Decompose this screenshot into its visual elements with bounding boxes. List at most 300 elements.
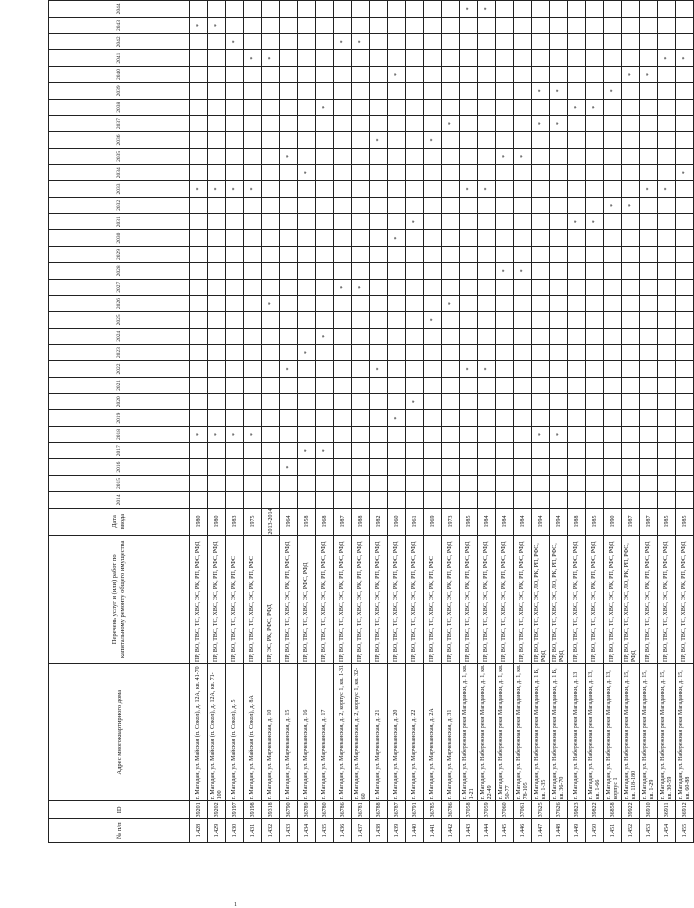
year-cell [424, 410, 442, 426]
row-works: ПР, ВО, ТВС, ТС, ХВС, ЭС, РК, РП, РФС, РФД [514, 535, 532, 664]
year-cell [532, 230, 550, 246]
year-mark: * [424, 312, 442, 328]
year-cell [442, 279, 460, 295]
year-cell [622, 115, 640, 131]
year-cell [442, 148, 460, 164]
year-cell [388, 165, 406, 181]
year-mark: * [532, 426, 550, 442]
year-cell [604, 165, 622, 181]
year-cell [244, 295, 262, 311]
year-mark: * [442, 115, 460, 131]
year-cell [280, 492, 298, 508]
year-cell [406, 66, 424, 82]
year-cell [532, 459, 550, 475]
year-cell [640, 115, 658, 131]
year-cell [226, 410, 244, 426]
year-cell [676, 246, 694, 262]
header-address: Адрес многоквартирного дома [49, 664, 190, 801]
year-cell [478, 148, 496, 164]
year-cell [496, 66, 514, 82]
header-year: 2014 [49, 492, 190, 508]
year-cell [298, 475, 316, 491]
year-cell [190, 1, 208, 18]
row-address: г. Магадан, ул. Марчеканская, д. 21 [370, 664, 388, 801]
year-cell [442, 344, 460, 360]
year-cell [514, 214, 532, 230]
header-year: 2044 [49, 1, 190, 18]
year-cell [676, 34, 694, 50]
header-year: 2019 [49, 410, 190, 426]
row-date: 1994 [550, 508, 568, 535]
year-cell [208, 295, 226, 311]
year-cell [586, 394, 604, 410]
year-cell [334, 328, 352, 344]
year-cell [460, 492, 478, 508]
year-cell [190, 459, 208, 475]
year-cell [352, 197, 370, 213]
year-cell [550, 181, 568, 197]
year-cell [478, 279, 496, 295]
year-cell [640, 361, 658, 377]
year-cell [478, 377, 496, 393]
year-cell [568, 328, 586, 344]
year-cell [262, 246, 280, 262]
year-cell [460, 263, 478, 279]
row-works: ПР, ВО, ТВС, ТС, ХВС, ЭС, РК, РП, РФС [424, 535, 442, 664]
year-cell [514, 394, 532, 410]
year-cell [226, 475, 244, 491]
year-cell [280, 50, 298, 66]
year-cell [568, 165, 586, 181]
year-cell [298, 214, 316, 230]
year-cell [460, 230, 478, 246]
row-num: 1.453 [640, 819, 658, 843]
year-mark: * [496, 148, 514, 164]
year-cell [658, 230, 676, 246]
year-cell [370, 443, 388, 459]
year-cell [388, 344, 406, 360]
year-cell [262, 197, 280, 213]
year-cell [658, 295, 676, 311]
year-mark: * [568, 214, 586, 230]
year-cell [586, 410, 604, 426]
year-cell [352, 1, 370, 18]
year-cell [280, 214, 298, 230]
year-cell [244, 115, 262, 131]
year-cell [442, 99, 460, 115]
year-cell [568, 312, 586, 328]
year-cell [460, 279, 478, 295]
header-works: Перечень услуг и (или) работ по капитальному ремонту общего имущества [49, 535, 190, 664]
row-date: 1984 [496, 508, 514, 535]
year-cell [640, 17, 658, 33]
year-cell [352, 295, 370, 311]
year-cell [568, 475, 586, 491]
year-cell [316, 230, 334, 246]
year-cell [406, 279, 424, 295]
year-mark: * [460, 181, 478, 197]
year-cell [280, 197, 298, 213]
year-mark: * [586, 214, 604, 230]
year-cell [208, 50, 226, 66]
year-mark: * [280, 361, 298, 377]
year-cell [280, 410, 298, 426]
year-cell [388, 443, 406, 459]
year-cell [424, 197, 442, 213]
year-mark: * [550, 83, 568, 99]
year-cell [442, 443, 460, 459]
year-cell [568, 246, 586, 262]
year-cell [550, 17, 568, 33]
year-cell [388, 246, 406, 262]
header-year: 2025 [49, 312, 190, 328]
row-id: 36791 [406, 801, 424, 819]
year-cell [280, 181, 298, 197]
year-mark: * [388, 230, 406, 246]
year-cell [568, 492, 586, 508]
year-cell [532, 34, 550, 50]
year-cell [514, 83, 532, 99]
year-cell [568, 361, 586, 377]
year-cell [298, 377, 316, 393]
year-cell [370, 230, 388, 246]
year-cell [370, 165, 388, 181]
year-cell [478, 492, 496, 508]
year-cell [604, 443, 622, 459]
year-cell [532, 328, 550, 344]
year-mark: * [298, 344, 316, 360]
year-cell [640, 443, 658, 459]
year-cell [658, 426, 676, 442]
year-cell [334, 230, 352, 246]
year-cell [406, 50, 424, 66]
year-cell [208, 328, 226, 344]
year-cell [532, 1, 550, 18]
year-cell [622, 263, 640, 279]
header-year: 2030 [49, 230, 190, 246]
year-cell [550, 361, 568, 377]
row-works: ПР, ВО, ТВС, ТС, ХВС, ЭС, РК, РП, РФС, РФД [478, 535, 496, 664]
year-cell [352, 443, 370, 459]
year-cell [190, 230, 208, 246]
year-cell [622, 165, 640, 181]
year-cell [658, 214, 676, 230]
year-cell [550, 279, 568, 295]
year-cell [676, 83, 694, 99]
year-cell [352, 66, 370, 82]
year-cell [406, 165, 424, 181]
year-cell [514, 50, 532, 66]
year-cell [568, 443, 586, 459]
year-cell [406, 181, 424, 197]
year-cell [568, 50, 586, 66]
year-cell [604, 410, 622, 426]
year-cell [334, 1, 352, 18]
year-cell [208, 34, 226, 50]
year-cell [334, 377, 352, 393]
year-cell [658, 1, 676, 18]
year-cell [208, 165, 226, 181]
year-cell [460, 295, 478, 311]
year-cell [352, 83, 370, 99]
year-cell [208, 230, 226, 246]
table-row [406, 1, 424, 843]
table-row [208, 1, 226, 843]
year-cell [370, 394, 388, 410]
year-cell [586, 50, 604, 66]
year-cell [334, 443, 352, 459]
year-cell [658, 328, 676, 344]
year-cell [496, 443, 514, 459]
year-cell [316, 459, 334, 475]
year-cell [424, 328, 442, 344]
year-cell [226, 312, 244, 328]
year-cell [424, 99, 442, 115]
year-cell [316, 181, 334, 197]
year-cell [496, 344, 514, 360]
year-cell [190, 99, 208, 115]
year-cell [532, 344, 550, 360]
row-works: ПР, ВО, ТВС, ТС, ХВС, ЭС, ЛО, РК, РП, РФС, РФД [622, 535, 640, 664]
year-cell [280, 17, 298, 33]
row-address: г. Магадан, ул. Марчеканская, д. 17 [316, 664, 334, 801]
year-cell [352, 312, 370, 328]
year-cell [478, 165, 496, 181]
year-mark: * [406, 394, 424, 410]
year-cell [478, 394, 496, 410]
row-works: ПР, ВО, ТВС, ТС, ХВС, ЭС, РК, РП, РФС, РФД [406, 535, 424, 664]
year-mark: * [640, 181, 658, 197]
year-cell [352, 132, 370, 148]
year-cell [640, 279, 658, 295]
year-cell [298, 197, 316, 213]
year-cell [316, 475, 334, 491]
year-cell [532, 361, 550, 377]
header-year: 2027 [49, 279, 190, 295]
year-mark: * [208, 181, 226, 197]
header-year: 2021 [49, 377, 190, 393]
year-cell [604, 328, 622, 344]
year-cell [406, 132, 424, 148]
year-cell [640, 426, 658, 442]
year-cell [550, 328, 568, 344]
year-cell [532, 197, 550, 213]
year-cell [370, 377, 388, 393]
year-cell [478, 475, 496, 491]
year-mark: * [676, 165, 694, 181]
year-cell [280, 115, 298, 131]
year-cell [676, 181, 694, 197]
year-cell [550, 344, 568, 360]
year-cell [676, 1, 694, 18]
year-cell [226, 230, 244, 246]
row-works: ПР, ВО, ТВС, ТС, ХВС, ЭС, РК, РП, РФС, РФД [658, 535, 676, 664]
year-cell [622, 443, 640, 459]
row-works: ПР, ВО, ТВС, ТС, ХВС, ЭС, РК, РП, РФС, РФД [568, 535, 586, 664]
year-cell [244, 165, 262, 181]
year-cell [568, 230, 586, 246]
year-cell [424, 394, 442, 410]
year-cell [568, 115, 586, 131]
repair-schedule-table [48, 0, 694, 843]
year-cell [640, 148, 658, 164]
year-cell [442, 246, 460, 262]
year-cell [424, 279, 442, 295]
year-cell [568, 295, 586, 311]
year-cell [496, 132, 514, 148]
year-cell [298, 99, 316, 115]
year-cell [550, 50, 568, 66]
header-year: 2026 [49, 295, 190, 311]
row-date: 1984 [514, 508, 532, 535]
year-mark: * [676, 50, 694, 66]
year-cell [352, 148, 370, 164]
year-cell [496, 361, 514, 377]
year-mark: * [334, 279, 352, 295]
year-mark: * [226, 34, 244, 50]
year-cell [640, 410, 658, 426]
year-cell [244, 263, 262, 279]
year-cell [280, 83, 298, 99]
year-cell [424, 34, 442, 50]
row-id: 39822 [586, 801, 604, 819]
year-cell [190, 312, 208, 328]
table-row [478, 1, 496, 843]
row-works: ПР, ВО, ТВС, ТС, ХВС, ЭС, ЛО, РК, РП, РФС, РФД [532, 535, 550, 664]
table-row [622, 1, 640, 843]
year-cell [460, 377, 478, 393]
year-cell [244, 99, 262, 115]
year-cell [550, 377, 568, 393]
year-mark: * [244, 426, 262, 442]
year-cell [442, 83, 460, 99]
year-cell [334, 115, 352, 131]
year-cell [208, 148, 226, 164]
year-cell [352, 263, 370, 279]
header-year: 2018 [49, 426, 190, 442]
year-cell [352, 246, 370, 262]
row-date: 1985 [460, 508, 478, 535]
year-cell [622, 426, 640, 442]
year-cell [334, 214, 352, 230]
year-cell [442, 181, 460, 197]
row-works: ПР, ВО, ТВС, ТС, ХВС, ЭС, РК, РП, РФС, РФД [316, 535, 334, 664]
year-cell [658, 475, 676, 491]
year-mark: * [370, 361, 388, 377]
year-cell [406, 328, 424, 344]
year-cell [406, 361, 424, 377]
row-date: 1980 [208, 508, 226, 535]
row-address: г. Магадан, ул. Майская (п. Сокол), д. 5 [226, 664, 244, 801]
year-cell [190, 410, 208, 426]
year-cell [334, 492, 352, 508]
year-cell [388, 263, 406, 279]
year-cell [622, 459, 640, 475]
year-cell [262, 344, 280, 360]
year-mark: * [226, 181, 244, 197]
year-cell [262, 426, 280, 442]
year-cell [424, 492, 442, 508]
year-cell [658, 17, 676, 33]
header-year: 2024 [49, 328, 190, 344]
year-cell [478, 328, 496, 344]
year-cell [460, 17, 478, 33]
header-num: № п/п [49, 819, 190, 843]
year-mark: * [604, 83, 622, 99]
year-mark: * [442, 295, 460, 311]
row-address: г. Магадан, ул. Набережная реки Магаданки, д. 1, кв. 78-105 [514, 664, 532, 801]
year-mark: * [388, 410, 406, 426]
year-cell [550, 230, 568, 246]
year-cell [424, 66, 442, 82]
year-cell [316, 246, 334, 262]
year-cell [424, 377, 442, 393]
year-cell [262, 443, 280, 459]
row-id: 36911 [658, 801, 676, 819]
row-date: 1958 [298, 508, 316, 535]
year-cell [442, 492, 460, 508]
year-cell [406, 148, 424, 164]
header-year: 2043 [49, 17, 190, 33]
row-date: 1964 [280, 508, 298, 535]
year-cell [334, 312, 352, 328]
year-cell [604, 1, 622, 18]
year-cell [514, 34, 532, 50]
year-cell [280, 99, 298, 115]
year-cell [334, 410, 352, 426]
row-address: г. Магадан, ул. Набережная реки Магаданки, д. 15, кв. 30-59 [658, 664, 676, 801]
year-cell [514, 492, 532, 508]
year-cell [208, 410, 226, 426]
year-cell [406, 475, 424, 491]
year-cell [298, 34, 316, 50]
year-cell [388, 475, 406, 491]
year-cell [352, 115, 370, 131]
year-mark: * [514, 263, 532, 279]
year-cell [262, 312, 280, 328]
year-cell [280, 230, 298, 246]
year-cell [604, 295, 622, 311]
year-cell [640, 263, 658, 279]
year-cell [514, 459, 532, 475]
year-cell [658, 361, 676, 377]
year-cell [586, 197, 604, 213]
row-works: ПР, ВО, ТВС, ТС, ХВС, ЭС, РК, РП, РФС, РФД [334, 535, 352, 664]
year-cell [568, 197, 586, 213]
year-cell [640, 50, 658, 66]
year-cell [478, 132, 496, 148]
year-cell [658, 492, 676, 508]
year-cell [370, 197, 388, 213]
row-address: г. Магадан, ул. Набережная реки Магаданки, д. 1, кв. 1-21 [460, 664, 478, 801]
year-cell [478, 312, 496, 328]
table-row [568, 1, 586, 843]
year-cell [550, 34, 568, 50]
year-cell [388, 197, 406, 213]
year-cell [676, 17, 694, 33]
year-cell [460, 214, 478, 230]
year-cell [442, 230, 460, 246]
row-date: 1982 [370, 508, 388, 535]
year-cell [442, 197, 460, 213]
year-cell [424, 246, 442, 262]
row-id: 37626 [550, 801, 568, 819]
table-body [190, 1, 694, 843]
year-cell [622, 34, 640, 50]
year-cell [640, 312, 658, 328]
year-cell [388, 459, 406, 475]
year-cell [550, 394, 568, 410]
